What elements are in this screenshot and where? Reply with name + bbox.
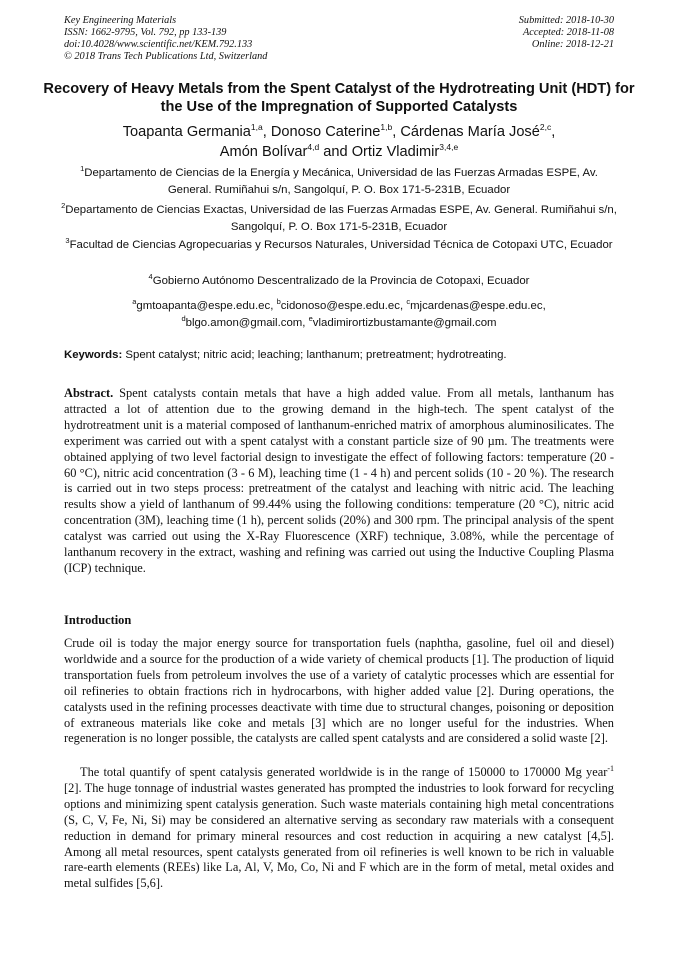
journal-header — [64, 15, 267, 63]
author: Cárdenas María José$^{2,c}$, — [400, 122, 556, 140]
accepted-date: Accepted: 2018-11-08 — [522, 27, 614, 38]
email[interactable]: $^a$gmtoapanta@espe.edu.ec — [132, 297, 271, 312]
author: Toapanta Germania$^{1,a}$, — [122, 122, 271, 140]
affiliation: $^2$Departamento de Ciencias Exactas, Universidad de las Fuerzas Armadas ESPE, Av. General. Rumiñahui s/n, Sangolquí, P. O. Box 171-5-231B, Ecuador — [61, 201, 617, 233]
keywords-text: Spent catalyst; nitric acid; leaching; lanthanum; pretreatment; hydrotreating. — [125, 349, 507, 361]
abstract-label: Abstract. — [64, 386, 114, 400]
issn-line: ISSN: 1662-9795, Vol. 792, pp 133-139 — [64, 27, 227, 38]
email[interactable]: $^d$blgo.amon@gmail.com — [181, 314, 303, 329]
email[interactable]: $^e$vladimirortizbustamante@gmail.com — [308, 314, 497, 329]
online-date: Online: 2018-12-21 — [531, 39, 614, 50]
author-list — [40, 122, 638, 162]
email-list: $^a$gmtoapanta@espe.edu.ec, $^b$cidonoso@espe.edu.ec, $^c$mjcardenas@espe.edu.ec, $^d$blgo.amon@gmail.com, $^e$vladimirortizbustamante@gmail.com — [132, 297, 546, 329]
dates-header — [519, 15, 614, 51]
author: Ortiz Vladimir$^{3,4,e}$ — [351, 142, 459, 160]
affiliation: $^1$Departamento de Ciencias de la Energía y Mecánica, Universidad de las Fuerzas Armadas ESPE, Av. General. Rumiñahui s/n, Sangolquí, P. O. Box 171-5-231B, Ecuador — [80, 164, 598, 196]
email[interactable]: $^c$mjcardenas@espe.edu.ec — [406, 297, 543, 312]
intro-paragraph-1: Crude oil is today the major energy source for transportation fuels (naphtha, gasoline, fuel oil and diesel) worldwide and a source for the production of a wide variety of chemical products [1]. The production of liquid transportation fuels from petroleum involves the use of a variety of catalytic processes which are essential for oil refineries to obtain fractions rich in hydrocarbons, with higher added value [2]. During operations, the catalysts used in the refining processes deactivate with time due to structural changes, poisoning or deposition of extraneous materials like coke and metals [3] which are no longer useful for the industries. When regeneration is no longer possible, the catalysts are called spent catalysts and are considered a solid waste [2]. — [64, 636, 614, 746]
abstract-text: Spent catalysts contain metals that have a high added value. From all metals, lanthanum has attracted a lot of attention due to the growing demand in the high-tech. The spent catalyst of the hydrotreatment unit is a material composed of lanthanum-enriched matrix of amorphous aluminosilicates. The experiment was carried out with a spent catalyst with a constant particle size of 90 µm. The treatments were obtained applying of two level factorial design to investigate the effect of following factors: temperature (20 - 60 °C), nitric acid concentration (3 - 6 M), leaching time (1 - 4 h) and percent solids (10 - 20 %). The research is carried out in two steps process: pretreatment of the catalyst and leaching with nitric acid. The leaching results show a yield of lanthanum of 99.44% using the following conditions: temperature (20 °C), nitric acid concentration (3M), leaching time (1 h), percent solids (20%) and 300 rpm. The principal analysis of the spent catalyst was carried out using the X-Ray Fluorescence (XRF) technique, 3.08%, while the percentage of lanthanum recovery in the extract, washing and refining was carried out using the Inductive Coupling Plasma (ICP) technique. — [64, 386, 614, 575]
introduction-heading: Introduction — [64, 613, 132, 627]
abstract — [64, 386, 614, 577]
doi-line: doi:10.4028/www.scientific.net/KEM.792.133 — [64, 39, 253, 50]
journal-name: Key Engineering Materials — [64, 15, 177, 26]
author: Amón Bolívar$^{4,d}$ and — [219, 142, 352, 160]
paper-title: Recovery of Heavy Metals from the Spent Catalyst of the Hydrotreating Unit (HDT) for the Use of the Impregnation of Supported Catalysts — [43, 81, 635, 115]
affiliation: $^4$Gobierno Autónomo Descentralizado de la Provincia de Cotopaxi, Ecuador — [148, 272, 530, 287]
copyright-line: © 2018 Trans Tech Publications Ltd, Switzerland — [64, 51, 268, 62]
affiliation: $^3$Facultad de Ciencias Agropecuarias y Recursos Naturales, Universidad Técnica de Cotopaxi UTC, Ecuador — [65, 236, 613, 251]
keywords-label: Keywords: — [64, 349, 123, 361]
author: Donoso Caterine$^{1,b}$, — [270, 122, 401, 140]
keywords — [64, 348, 614, 363]
intro-paragraph-2: The total quantify of spent catalysis generated worldwide is in the range of 150000 to 170000 Mg year$^{-1}$ [2]. The huge tonnage of industrial wastes generated has prompted the industries to look forward for recycling options and minimizing spent catalysis generation. Such waste materials containing high metal concentrations (S, C, V, Fe, Ni, Si) may be considered an alternative serving as secondary raw materials with a consequent reduction in demand for primary mineral resources and cost reduction in acquiring a new catalyst [4,5]. Among all metal resources, spent catalysts generated from oil refineries is well known to be rich in valuable rare-earth elements (REEs) like La, Al, V, Mo, Co, Ni and F which are in the form of metal, metal oxides and metal sulfides [5,6]. — [64, 764, 614, 891]
email[interactable]: $^b$cidonoso@espe.edu.ec — [276, 297, 400, 312]
submitted-date: Submitted: 2018-10-30 — [518, 15, 614, 26]
